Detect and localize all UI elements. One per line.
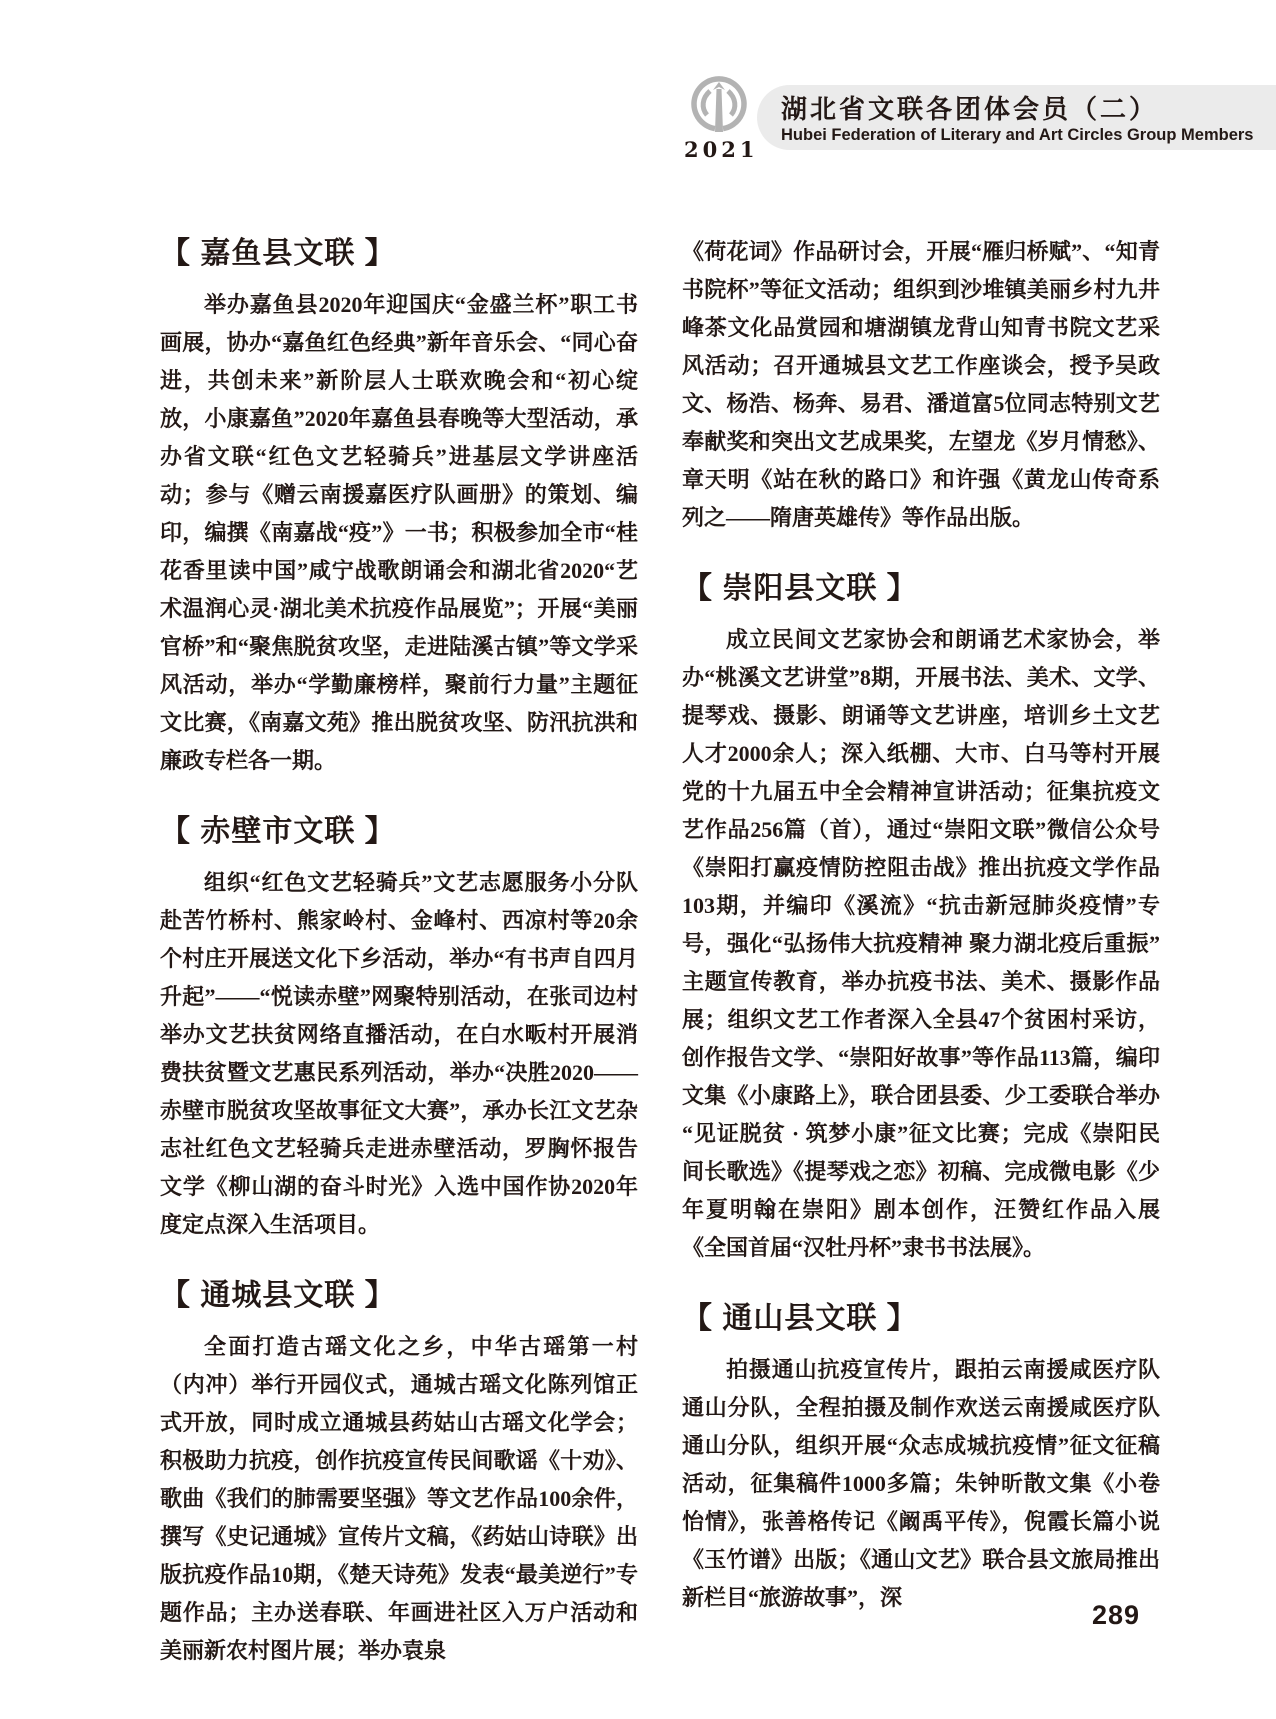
edition-year: 2021 xyxy=(684,137,759,162)
hubei-wenlian-logo-icon xyxy=(689,74,749,136)
section-chongyang xyxy=(682,568,1160,1267)
section-heading: 【 嘉鱼县文联 】 xyxy=(160,237,396,270)
section-tongshan xyxy=(682,1298,1160,1617)
section-paragraph: 拍摄通山抗疫宣传片，跟拍云南援咸医疗队通山分队，全程拍摄及制作欢送云南援咸医疗队通山分队，组织开展“众志成城抗疫情”征文征稿活动，征集稿件1000多篇；朱钟昕散文集《小卷怡情》，张善格传记《阚禹平传》，倪霞长篇小说《玉竹谱》出版；《通山文艺》联合县文旅局推出新栏目“旅游故事”，深 xyxy=(682,1357,1160,1610)
section-paragraph: 组织“红色文艺轻骑兵”文艺志愿服务小分队赴苦竹桥村、熊家岭村、金峰村、西凉村等20余个村庄开展送文化下乡活动，举办“有书声自四月升起”——“悦读赤壁”网聚特别活动，在张司边村举办文艺扶贫网络直播活动，在白水畈村开展消费扶贫暨文艺惠民系列活动，举办“决胜2020——赤壁市脱贫攻坚故事征文大赛”，承办长江文艺杂志社红色文艺轻骑兵走进赤壁活动，罗胸怀报告文学《柳山湖的奋斗时光》入选中国作协2020年度定点深入生活项目。 xyxy=(160,870,638,1237)
page-title: 湖北省文联各团体会员（二） xyxy=(781,94,1159,124)
left-column xyxy=(160,233,638,1670)
section-paragraph: 《荷花词》作品研讨会，开展“雁归桥赋”、“知青书院杯”等征文活动；组织到沙堆镇美丽乡村九井峰茶文化品赏园和塘湖镇龙背山知青书院文艺采风活动；召开通城县文艺工作座谈会，授予吴政文、杨浩、杨奔、易君、潘道富5位同志特别文艺奉献奖和突出文艺成果奖，左望龙《岁月情愁》、章天明《站在秋的路口》和许强《黄龙山传奇系列之——隋唐英雄传》等作品出版。 xyxy=(682,239,1160,530)
section-tongcheng xyxy=(160,1275,638,1670)
right-column xyxy=(682,233,1160,1617)
section-heading: 【 崇阳县文联 】 xyxy=(682,572,918,605)
header-logo-block xyxy=(684,74,759,162)
section-paragraph: 成立民间文艺家协会和朗诵艺术家协会，举办“桃溪文艺讲堂”8期，开展书法、美术、文学、提琴戏、摄影、朗诵等文艺讲座，培训乡土文艺人才2000余人；深入纸棚、大市、白马等村开展党的十九届五中全会精神宣讲活动；征集抗疫文艺作品256篇（首），通过“崇阳文联”微信公众号《崇阳打赢疫情防控阻击战》推出抗疫文学作品103期，并编印《溪流》“抗击新冠肺炎疫情”专号，强化“弘扬伟大抗疫精神 聚力湖北疫后重振”主题宣传教育，举办抗疫书法、美术、摄影作品展；组织文艺工作者深入全县47个贫困村采访，创作报告文学、“崇阳好故事”等作品113篇，编印文集《小康路上》，联合团县委、少工委联合举办“见证脱贫 · 筑梦小康”征文比赛；完成《崇阳民间长歌选》《提琴戏之恋》初稿、完成微电影《少年夏明翰在崇阳》剧本创作，汪赞红作品入展《全国首届“汉牡丹杯”隶书书法展》。 xyxy=(682,627,1160,1260)
section-heading: 【 通城县文联 】 xyxy=(160,1279,396,1312)
section-tongcheng-continued xyxy=(682,233,1160,537)
section-chibi xyxy=(160,811,638,1244)
section-jiayu xyxy=(160,233,638,780)
section-heading: 【 赤壁市文联 】 xyxy=(160,815,396,848)
page-title-english: Hubei Federation of Literary and Art Circles Group Members xyxy=(781,126,1254,144)
section-paragraph: 举办嘉鱼县2020年迎国庆“金盛兰杯”职工书画展，协办“嘉鱼红色经典”新年音乐会、“同心奋进，共创未来”新阶层人士联欢晚会和“初心绽放，小康嘉鱼”2020年嘉鱼县春晚等大型活动，承办省文联“红色文艺轻骑兵”进基层文学讲座活动；参与《赠云南援嘉医疗队画册》的策划、编印，编撰《南嘉战“疫”》一书；积极参加全市“桂花香里读中国”咸宁战歌朗诵会和湖北省2020“艺术温润心灵·湖北美术抗疫作品展览”；开展“美丽官桥”和“聚焦脱贫攻坚，走进陆溪古镇”等文学采风活动，举办“学勤廉榜样，聚前行力量”主题征文比赛，《南嘉文苑》推出脱贫攻坚、防汛抗洪和廉政专栏各一期。 xyxy=(160,292,638,773)
header-title-bar xyxy=(757,85,1276,150)
section-paragraph: 全面打造古瑶文化之乡，中华古瑶第一村（内冲）举行开园仪式，通城古瑶文化陈列馆正式开放，同时成立通城县药姑山古瑶文化学会；积极助力抗疫，创作抗疫宣传民间歌谣《十劝》、歌曲《我们的肺需要坚强》等文艺作品100余件，撰写《史记通城》宣传片文稿，《药姑山诗联》出版抗疫作品10期，《楚天诗苑》发表“最美逆行”专题作品；主办送春联、年画进社区入万户活动和美丽新农村图片展；举办袁泉 xyxy=(160,1334,638,1663)
section-heading: 【 通山县文联 】 xyxy=(682,1302,918,1335)
page-number: 289 xyxy=(1092,1600,1141,1630)
